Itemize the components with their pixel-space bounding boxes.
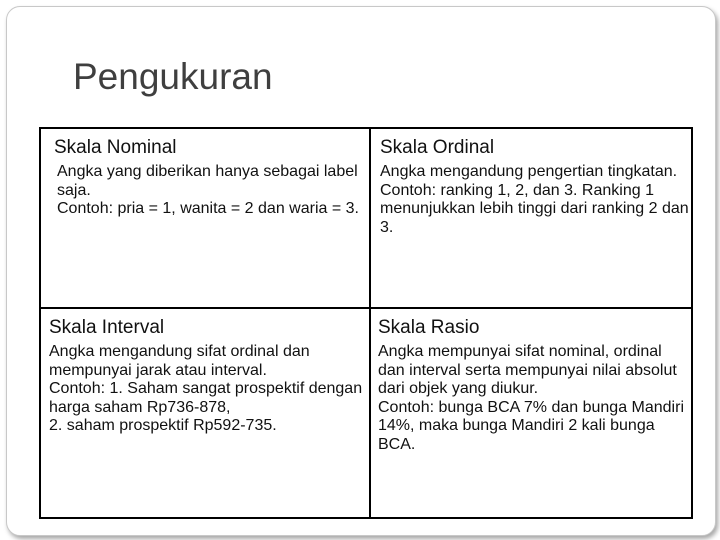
cell-text: Angka yang diberikan hanya sebagai label saja. [57, 163, 358, 199]
cell-text: Angka mengandung pengertian tingkatan. [380, 163, 678, 180]
cell-body [49, 343, 367, 436]
cell-heading: Skala Ordinal [380, 137, 495, 158]
cell-body [380, 163, 692, 237]
cell-skala-rasio [378, 317, 690, 454]
slide-title: Pengukuran [73, 56, 273, 97]
cell-text: Angka mempunyai sifat nominal, ordinal dan interval serta mempunyai nilai absolut dari objek yang diukur. [378, 343, 677, 397]
cell-text: Contoh: ranking 1, 2, dan 3. Ranking 1 menunjukkan lebih tinggi dari ranking 2 dan 3. [380, 181, 689, 236]
table-column-divider [369, 127, 371, 519]
cell-text: Angka mengandung sifat ordinal dan mempunyai jarak atau interval. [49, 343, 310, 379]
cell-text: 2. saham prospektif Rp592-735. [49, 417, 277, 434]
cell-body [54, 163, 359, 219]
cell-text: Contoh: 1. Saham sangat prospektif dengan harga saham Rp736-878, [49, 380, 363, 416]
cell-heading: Skala Nominal [54, 137, 177, 158]
cell-skala-nominal [54, 137, 359, 219]
cell-body [378, 343, 690, 454]
cell-text: Contoh: bunga BCA 7% dan bunga Mandiri 14%, maka bunga Mandiri 2 kali bunga BCA. [378, 398, 684, 453]
cell-text: Contoh: pria = 1, wanita = 2 dan waria = 3. [57, 200, 359, 217]
cell-heading: Skala Rasio [378, 317, 480, 338]
table-row-divider [39, 307, 693, 309]
cell-skala-interval [49, 317, 367, 436]
cell-heading: Skala Interval [49, 317, 165, 338]
cell-skala-ordinal [380, 137, 692, 237]
